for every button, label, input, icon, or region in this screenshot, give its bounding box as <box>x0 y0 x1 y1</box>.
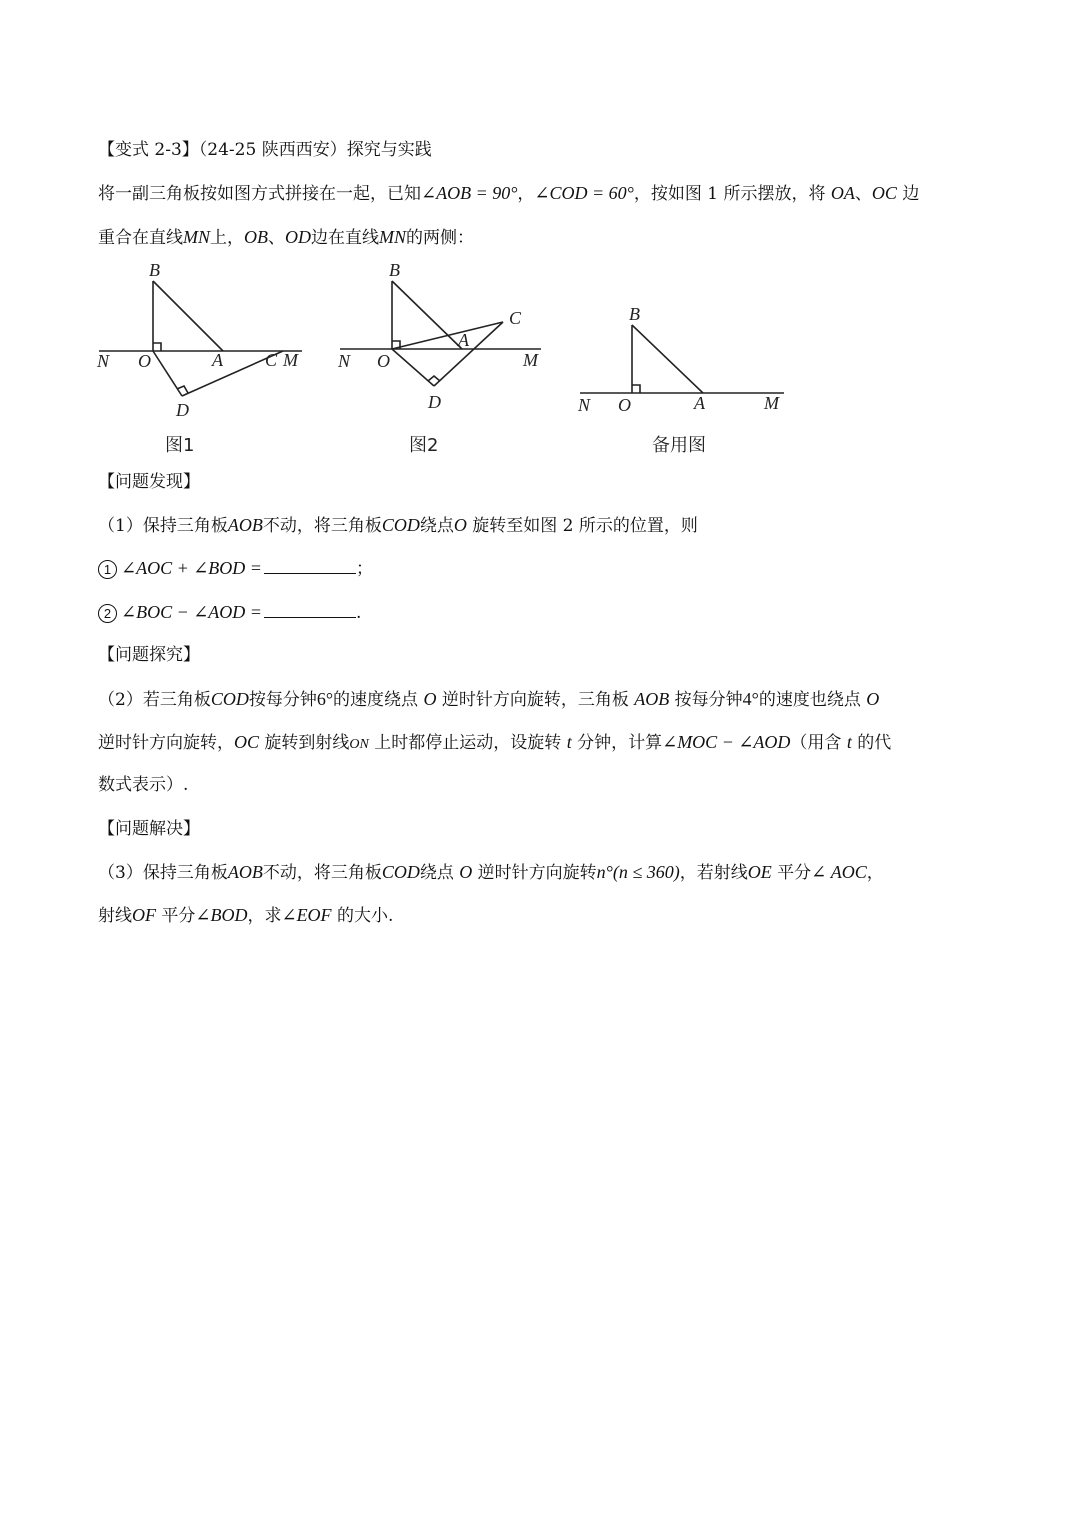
triangle-aob: AOB <box>227 862 263 882</box>
q2-text: （用含 <box>790 733 842 753</box>
variable-t: t <box>566 732 572 752</box>
comma: ， <box>517 184 535 204</box>
q1-text: 不动，将三角板 <box>262 516 382 536</box>
fig1-label-o: O <box>138 351 151 371</box>
q1-text: （1）保持三角板 <box>98 516 228 536</box>
fig2-label-b: B <box>389 260 400 280</box>
q3-text: 的大小. <box>336 906 394 926</box>
intro-text: 重合在直线 <box>98 228 183 248</box>
question-2-line-3: 数式表示）. <box>98 775 189 795</box>
fig3-label-b: B <box>629 304 640 324</box>
q3-text: ，若射线 <box>679 863 748 883</box>
q1-text: 旋转至如图 2 所示的位置，则 <box>472 516 698 536</box>
fig2-label-d: D <box>428 392 441 412</box>
fig1-segment-ba <box>153 281 223 351</box>
q2-text: （2）若三角板 <box>98 690 211 710</box>
fig1-label-n: N <box>97 351 110 371</box>
section-3-title: 【问题解决】 <box>98 819 200 839</box>
fig2-label-o: O <box>377 351 390 371</box>
item-2-expression: ∠BOC − ∠AOD = <box>121 602 262 622</box>
fig1-label-a: A <box>212 350 223 370</box>
fig2-label-c: C <box>509 308 522 328</box>
q2-text: 按每分钟 <box>248 690 317 710</box>
fig3-segment-ba <box>632 325 703 393</box>
figure-3 <box>580 325 784 393</box>
question-1-item-2 <box>98 600 361 625</box>
q3-text: 平分 <box>161 906 196 926</box>
q2-text: 的速度也绕点 <box>758 690 861 710</box>
segment-oa: OA <box>830 183 855 203</box>
q2-text: 上时都停止运动，设旋转 <box>374 733 562 753</box>
fig2-caption: 图2 <box>409 435 439 456</box>
comma: ， <box>866 863 884 883</box>
triangle-cod: COD <box>381 515 420 535</box>
angle-eof: ∠EOF <box>281 905 332 925</box>
angle-cod: ∠COD = 60° <box>534 183 634 203</box>
intro-text: 的两侧： <box>406 228 474 248</box>
figures <box>0 0 1080 470</box>
circled-number-2: 2 <box>98 604 117 623</box>
angle-n: n° <box>596 862 613 882</box>
intro-text: 边在直线 <box>311 228 379 248</box>
figure-1 <box>99 281 302 396</box>
ray-on: ON <box>349 737 369 752</box>
fig1-label-c: C <box>265 350 278 370</box>
question-2-line-1 <box>98 687 879 712</box>
triangle-aob: AOB <box>227 515 263 535</box>
condition-n: (n ≤ 360) <box>612 862 680 882</box>
fig1-label-m: M <box>283 350 298 370</box>
question-1-item-1 <box>98 556 373 581</box>
fig2-label-a: A <box>458 330 469 350</box>
circled-number-1: 1 <box>98 560 117 579</box>
separator: 、 <box>268 228 285 248</box>
fig2-segment-oc <box>392 322 503 349</box>
question-2-line-2 <box>98 730 891 757</box>
segment-ob: OB <box>244 227 268 247</box>
fig1-label-b: B <box>149 260 160 280</box>
section-1-title: 【问题发现】 <box>98 472 200 492</box>
point-o: O <box>866 689 880 709</box>
answer-blank-1[interactable] <box>264 557 356 574</box>
line-mn: MN <box>183 227 210 247</box>
fig2-right-angle-d <box>428 376 440 381</box>
angle-aob: ∠AOB = 90° <box>421 183 518 203</box>
segment-oc: OC <box>871 183 897 203</box>
fig3-label-o: O <box>618 395 631 415</box>
period: . <box>355 603 362 623</box>
q2-text: 分钟，计算 <box>577 733 663 753</box>
point-o: O <box>423 689 437 709</box>
question-1 <box>98 513 698 538</box>
source-tag: （24-25 陕西西安） <box>198 140 347 160</box>
q1-text: 绕点 <box>419 516 454 536</box>
item-1-expression: ∠AOC + ∠BOD = <box>121 558 262 578</box>
variant-tag: 【变式 2-3】 <box>98 140 199 160</box>
line-mn: MN <box>379 227 406 247</box>
intro-text: 边 <box>902 184 920 204</box>
point-o: O <box>453 515 467 535</box>
speed-6: 6° <box>316 689 334 709</box>
q2-text: 的代 <box>857 733 892 753</box>
q3-text: 不动，将三角板 <box>262 863 382 883</box>
fig2-segment-ba <box>392 281 462 349</box>
point-o: O <box>459 862 473 882</box>
fig1-label-d: D <box>176 400 189 420</box>
segment-od: OD <box>285 227 311 247</box>
triangle-aob: AOB <box>634 689 670 709</box>
separator: 、 <box>854 184 872 204</box>
fig3-label-n: N <box>578 395 591 415</box>
fig2-label-m: M <box>523 350 538 370</box>
fig2-label-n: N <box>338 351 351 371</box>
q2-text: 按每分钟 <box>674 690 743 710</box>
intro-text: ，按如图 1 所示摆放，将 <box>633 184 826 204</box>
section-2-title: 【问题探究】 <box>98 645 200 665</box>
semicolon: ； <box>355 559 373 579</box>
question-3-line-1 <box>98 860 884 885</box>
angle-aoc: ∠ AOC <box>811 862 867 882</box>
answer-blank-2[interactable] <box>264 601 356 618</box>
fig3-label-a: A <box>694 393 705 413</box>
q3-text: 逆时针方向旋转 <box>477 863 597 883</box>
variable-t: t <box>846 732 852 752</box>
angle-bod: ∠BOD <box>195 905 248 925</box>
fig3-label-m: M <box>764 393 779 413</box>
fig1-caption: 图1 <box>165 435 195 456</box>
ray-oe: OE <box>747 862 772 882</box>
figure-2 <box>340 281 541 386</box>
triangle-cod: COD <box>210 689 249 709</box>
intro-text: 上， <box>210 228 244 248</box>
triangle-cod: COD <box>381 862 420 882</box>
intro-text: 将一副三角板按如图方式拼接在一起，已知 <box>98 184 421 204</box>
fig3-caption: 备用图 <box>652 435 706 456</box>
q3-text: （3）保持三角板 <box>98 863 228 883</box>
speed-4: 4° <box>742 689 759 709</box>
q3-text: 射线 <box>98 906 132 926</box>
q3-text: 绕点 <box>419 863 454 883</box>
q2-text: 逆时针方向旋转，三角板 <box>441 690 629 710</box>
q2-text: 旋转到射线 <box>264 733 350 753</box>
ray-of: OF <box>132 905 156 925</box>
q2-text: 的速度绕点 <box>333 690 419 710</box>
fig1-right-angle-o <box>153 343 161 351</box>
fig3-right-angle-o <box>632 385 640 393</box>
q3-text: ，求 <box>247 906 282 926</box>
topic-title: 探究与实践 <box>346 140 432 160</box>
q2-text: 逆时针方向旋转， <box>98 733 234 753</box>
ray-oc: OC <box>234 732 260 752</box>
question-3-line-2 <box>98 903 393 928</box>
q3-text: 平分 <box>777 863 812 883</box>
expression-moc-aod: ∠MOC − ∠AOD <box>662 732 791 752</box>
